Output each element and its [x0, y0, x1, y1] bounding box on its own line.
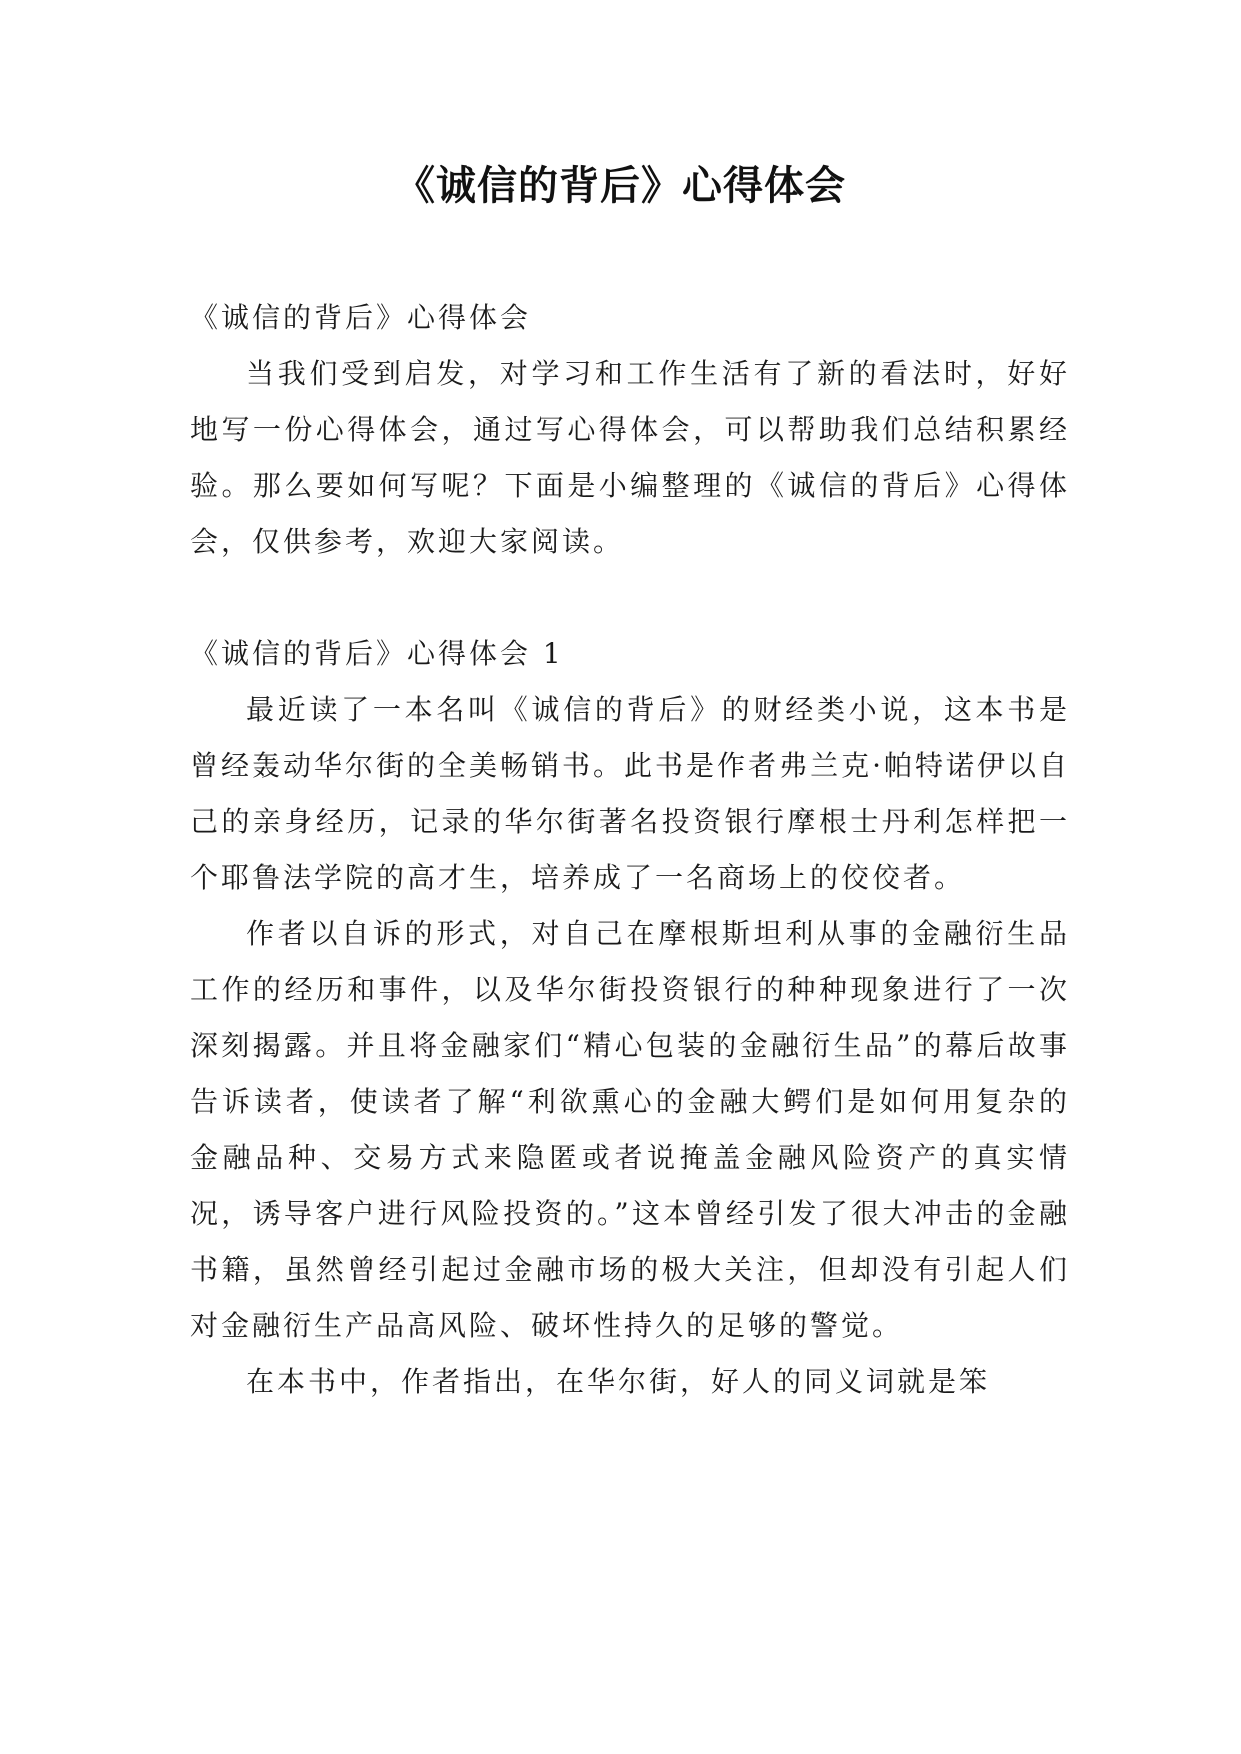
section-spacer: [190, 570, 1070, 626]
intro-paragraph: 当我们受到启发，对学习和工作生活有了新的看法时，好好地写一份心得体会，通过写心得体会，可以帮助我们总结积累经验。那么要如何写呢？下面是小编整理的《诚信的背后》心得体会，仅供参考，欢迎大家阅读。: [190, 357, 1070, 558]
document-body: [190, 290, 1070, 1410]
document-title: 《诚信的背后》心得体会: [395, 163, 846, 209]
body-paragraph: 在本书中，作者指出，在华尔街，好人的同义词就是笨: [246, 1365, 991, 1398]
intro-heading: 《诚信的背后》心得体会: [190, 301, 532, 334]
section-heading: 《诚信的背后》心得体会 1: [190, 637, 564, 670]
body-paragraph: 作者以自诉的形式，对自己在摩根斯坦利从事的金融衍生品工作的经历和事件，以及华尔街投资银行的种种现象进行了一次深刻揭露。并且将金融家们“精心包装的金融衍生品”的幕后故事告诉读者，使读者了解“利欲熏心的金融大鳄们是如何用复杂的金融品种、交易方式来隐匿或者说掩盖金融风险资产的真实情况，诱导客户进行风险投资的。”这本曾经引发了很大冲击的金融书籍，虽然曾经引起过金融市场的极大关注，但却没有引起人们对金融衍生产品高风险、破坏性持久的足够的警觉。: [190, 917, 1070, 1342]
body-paragraph: 最近读了一本名叫《诚信的背后》的财经类小说，这本书是曾经轰动华尔街的全美畅销书。此书是作者弗兰克·帕特诺伊以自己的亲身经历，记录的华尔街著名投资银行摩根士丹利怎样把一个耶鲁法学院的高才生，培养成了一名商场上的佼佼者。: [190, 693, 1070, 894]
